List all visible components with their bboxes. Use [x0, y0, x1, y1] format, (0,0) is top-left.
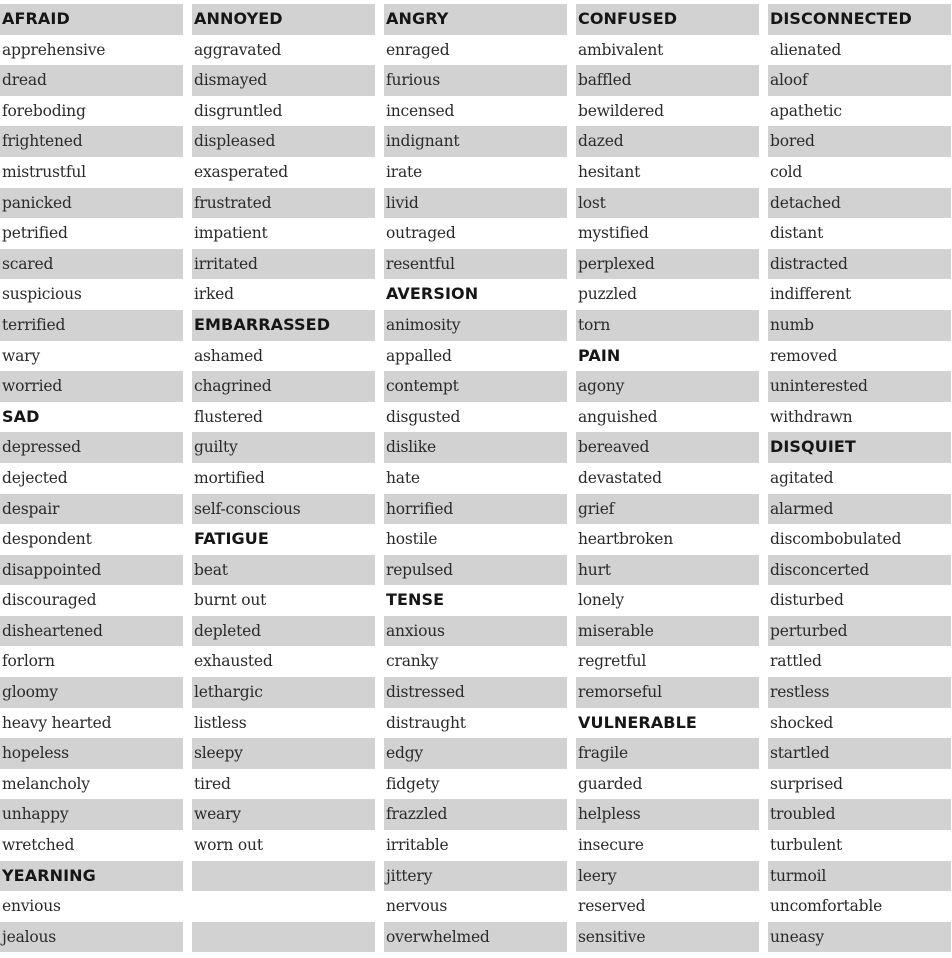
feeling-word: discombobulated: [770, 530, 902, 549]
feeling-word: uninterested: [768, 371, 951, 402]
feeling-word: perplexed: [576, 249, 759, 280]
feeling-word: frustrated: [192, 188, 375, 219]
category-heading: AFRAID: [0, 4, 183, 35]
feeling-word: distressed: [384, 677, 567, 708]
feeling-word: turbulent: [770, 836, 843, 855]
feeling-word: fragile: [576, 738, 759, 769]
category-heading: TENSE: [386, 590, 445, 610]
feeling-word: hesitant: [578, 162, 641, 181]
feeling-word: agitated: [770, 468, 834, 487]
feeling-word: envious: [2, 897, 61, 916]
feeling-word: wary: [2, 346, 40, 365]
feeling-word: exasperated: [194, 162, 288, 181]
feeling-word: irked: [194, 285, 234, 304]
feeling-word: torn: [576, 310, 759, 341]
feeling-word: apprehensive: [2, 40, 106, 59]
empty-cell: [192, 861, 375, 892]
category-heading: ANNOYED: [192, 4, 375, 35]
category-heading: SAD: [2, 406, 40, 426]
feeling-word: horrified: [384, 494, 567, 525]
feeling-word: irate: [386, 162, 423, 181]
feeling-word: irritable: [386, 836, 449, 855]
feeling-word: terrified: [0, 310, 183, 341]
feeling-word: edgy: [384, 738, 567, 769]
feeling-word: disturbed: [770, 591, 844, 610]
feeling-word: disappointed: [0, 555, 183, 586]
feeling-word: devastated: [578, 468, 662, 487]
feeling-word: puzzled: [578, 285, 637, 304]
feeling-word: agony: [576, 371, 759, 402]
feeling-word: animosity: [384, 310, 567, 341]
feeling-word: flustered: [194, 407, 263, 426]
feeling-word: numb: [768, 310, 951, 341]
feeling-word: melancholy: [2, 774, 90, 793]
feeling-word: jealous: [0, 922, 183, 953]
feeling-word: irritated: [192, 249, 375, 280]
feeling-word: anguished: [578, 407, 658, 426]
feeling-word: listless: [194, 713, 247, 732]
feeling-word: disconcerted: [768, 555, 951, 586]
feeling-word: burnt out: [194, 591, 267, 610]
feeling-word: uneasy: [768, 922, 951, 953]
feeling-word: regretful: [578, 652, 647, 671]
category-heading: PAIN: [578, 345, 621, 365]
feeling-word: indifferent: [770, 285, 852, 304]
feeling-word: furious: [384, 65, 567, 96]
column-confused: [576, 4, 759, 952]
feeling-word: alienated: [770, 40, 842, 59]
feeling-word: distraught: [386, 713, 466, 732]
feeling-word: dazed: [576, 126, 759, 157]
feeling-word: frazzled: [384, 799, 567, 830]
feeling-word: alarmed: [768, 494, 951, 525]
feeling-word: ashamed: [194, 346, 263, 365]
column-annoyed: [192, 4, 375, 952]
feeling-word: appalled: [386, 346, 452, 365]
feeling-word: uncomfortable: [770, 897, 883, 916]
category-heading: FATIGUE: [194, 529, 269, 549]
feeling-word: mortified: [194, 468, 265, 487]
feeling-word: ambivalent: [578, 40, 664, 59]
feeling-word: remorseful: [576, 677, 759, 708]
feeling-word: panicked: [0, 188, 183, 219]
feeling-word: scared: [0, 249, 183, 280]
feeling-word: gloomy: [0, 677, 183, 708]
feeling-word: startled: [768, 738, 951, 769]
feeling-word: livid: [384, 188, 567, 219]
feeling-word: sleepy: [192, 738, 375, 769]
category-heading: ANGRY: [384, 4, 567, 35]
feeling-word: insecure: [578, 836, 644, 855]
feeling-word: dread: [0, 65, 183, 96]
feeling-word: indignant: [384, 126, 567, 157]
feeling-word: disheartened: [0, 616, 183, 647]
feeling-word: despondent: [2, 530, 92, 549]
feeling-word: grief: [576, 494, 759, 525]
feeling-word: lonely: [578, 591, 624, 610]
feeling-word: depressed: [0, 432, 183, 463]
feeling-word: troubled: [768, 799, 951, 830]
category-heading: DISCONNECTED: [768, 4, 951, 35]
feeling-word: restless: [768, 677, 951, 708]
feeling-word: jittery: [384, 861, 567, 892]
feeling-word: unhappy: [0, 799, 183, 830]
feeling-word: despair: [0, 494, 183, 525]
feeling-word: dislike: [384, 432, 567, 463]
feeling-word: disgusted: [386, 407, 461, 426]
feeling-word: perturbed: [768, 616, 951, 647]
feeling-word: shocked: [770, 713, 834, 732]
feeling-word: wretched: [2, 836, 75, 855]
feeling-word: hostile: [386, 530, 438, 549]
feeling-word: contempt: [384, 371, 567, 402]
feeling-word: rattled: [770, 652, 822, 671]
feeling-word: dejected: [2, 468, 68, 487]
feeling-word: depleted: [192, 616, 375, 647]
feeling-word: bored: [768, 126, 951, 157]
column-angry: [384, 4, 567, 952]
feeling-word: withdrawn: [770, 407, 853, 426]
feeling-word: bereaved: [576, 432, 759, 463]
feeling-word: cranky: [386, 652, 439, 671]
feeling-word: distant: [770, 224, 824, 243]
feeling-word: hopeless: [0, 738, 183, 769]
feeling-word: petrified: [2, 224, 68, 243]
feeling-word: fidgety: [386, 774, 440, 793]
feeling-word: tired: [194, 774, 231, 793]
feeling-word: discouraged: [2, 591, 97, 610]
feeling-word: aggravated: [194, 40, 282, 59]
feeling-word: mistrustful: [2, 162, 86, 181]
feeling-word: apathetic: [770, 101, 842, 120]
feeling-word: helpless: [576, 799, 759, 830]
feeling-word: guarded: [578, 774, 643, 793]
feeling-word: mystified: [578, 224, 649, 243]
column-afraid: [0, 4, 183, 952]
feeling-word: overwhelmed: [384, 922, 567, 953]
column-disconnected: [768, 4, 951, 952]
feeling-word: impatient: [194, 224, 268, 243]
category-heading: EMBARRASSED: [192, 310, 375, 341]
feeling-word: guilty: [192, 432, 375, 463]
category-heading: CONFUSED: [576, 4, 759, 35]
category-heading: AVERSION: [386, 284, 479, 304]
category-heading: VULNERABLE: [578, 712, 697, 732]
feeling-word: hurt: [576, 555, 759, 586]
feeling-word: surprised: [770, 774, 843, 793]
feeling-word: reserved: [578, 897, 646, 916]
feeling-word: suspicious: [2, 285, 82, 304]
feeling-word: beat: [192, 555, 375, 586]
feeling-word: disgruntled: [194, 101, 283, 120]
feeling-word: cold: [770, 162, 803, 181]
feeling-word: sensitive: [576, 922, 759, 953]
feeling-word: outraged: [386, 224, 456, 243]
category-heading: DISQUIET: [768, 432, 951, 463]
feeling-word: displeased: [192, 126, 375, 157]
feeling-word: miserable: [576, 616, 759, 647]
feeling-word: removed: [770, 346, 838, 365]
feeling-word: weary: [192, 799, 375, 830]
feeling-word: worn out: [194, 836, 263, 855]
feeling-word: dismayed: [192, 65, 375, 96]
feeling-word: foreboding: [2, 101, 86, 120]
feeling-word: repulsed: [384, 555, 567, 586]
feeling-word: baffled: [576, 65, 759, 96]
feeling-word: anxious: [384, 616, 567, 647]
feeling-word: turmoil: [768, 861, 951, 892]
feeling-word: resentful: [384, 249, 567, 280]
empty-cell: [192, 922, 375, 953]
feeling-word: worried: [0, 371, 183, 402]
feeling-word: heartbroken: [578, 530, 674, 549]
feeling-word: nervous: [386, 897, 448, 916]
feeling-word: aloof: [768, 65, 951, 96]
feeling-word: distracted: [768, 249, 951, 280]
empty-cell: [192, 891, 375, 922]
feeling-word: self-conscious: [192, 494, 375, 525]
feeling-word: forlorn: [2, 652, 55, 671]
feeling-word: chagrined: [192, 371, 375, 402]
feeling-word: hate: [386, 468, 420, 487]
feeling-word: lethargic: [192, 677, 375, 708]
feeling-word: exhausted: [194, 652, 273, 671]
feeling-word: incensed: [386, 101, 455, 120]
feeling-word: heavy hearted: [2, 713, 112, 732]
category-heading: YEARNING: [0, 861, 183, 892]
feeling-word: enraged: [386, 40, 450, 59]
feeling-word: bewildered: [578, 101, 664, 120]
feeling-word: frightened: [0, 126, 183, 157]
feeling-word: detached: [768, 188, 951, 219]
feeling-word: lost: [576, 188, 759, 219]
feeling-word: leery: [576, 861, 759, 892]
